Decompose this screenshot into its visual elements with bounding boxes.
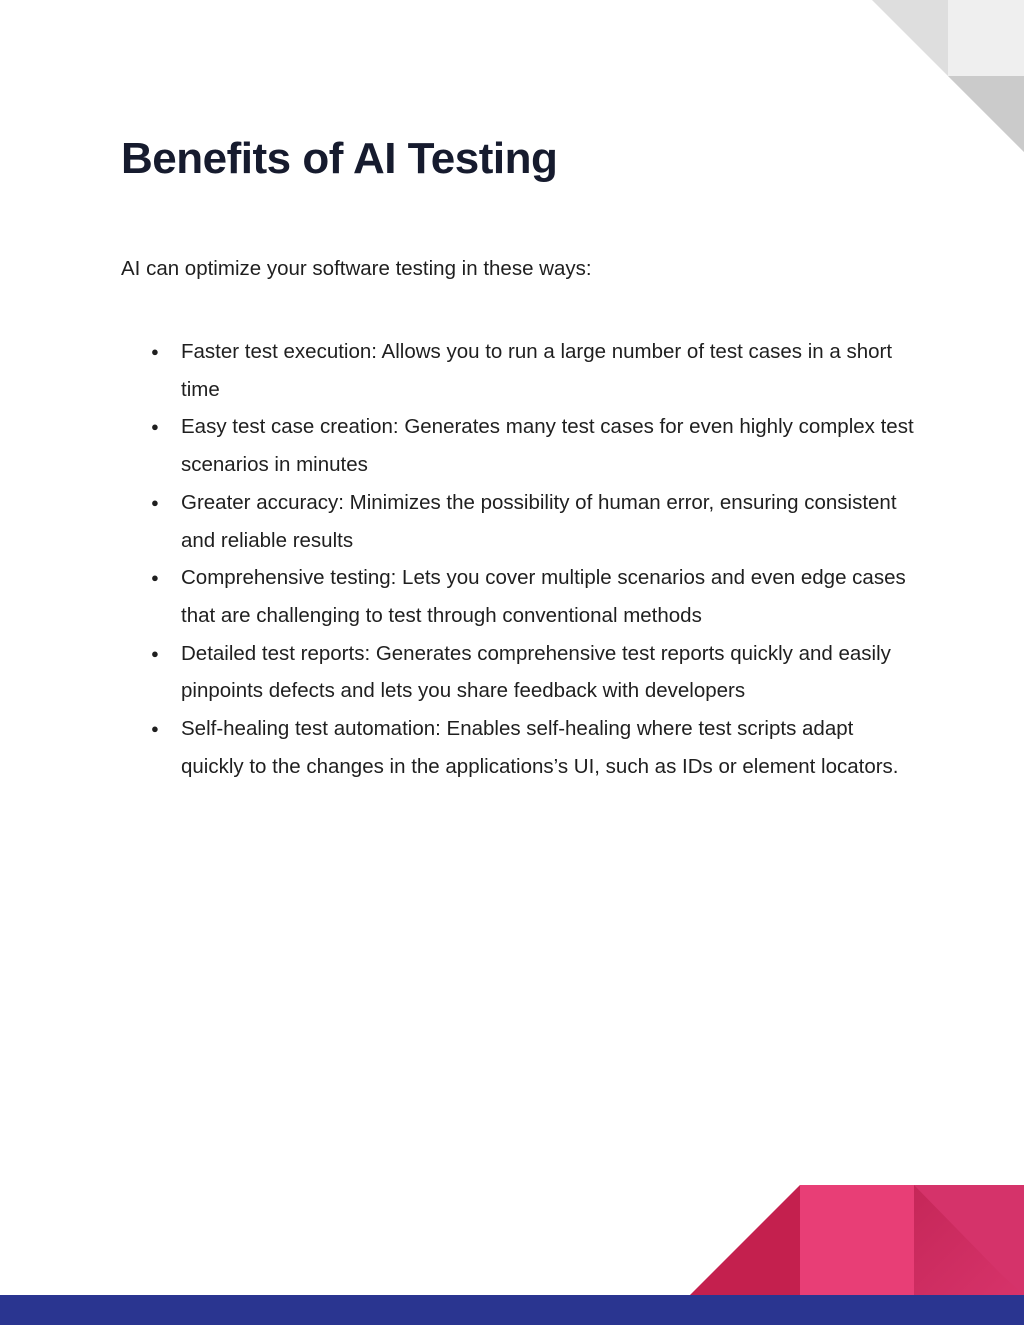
list-item	[151, 710, 921, 785]
bullet-dot-icon: ●	[151, 645, 159, 661]
bullet-dot-icon: ●	[151, 344, 159, 359]
page-title: Benefits of AI Testing	[121, 134, 558, 183]
list-item	[151, 484, 921, 559]
list-item	[151, 559, 921, 634]
benefit-text: Detailed test reports: Generates comprehensive test reports quickly and easily pinpoints defects and lets you share feedback with developers	[181, 641, 891, 703]
bullet-dot-icon: ●	[151, 419, 159, 435]
benefit-text: Easy test case creation: Generates many test cases for even highly complex test scenarios in minutes	[181, 415, 914, 477]
benefit-text: Faster test execution: Allows you to run a large number of test cases in a short time	[181, 340, 893, 401]
benefit-text: Self-healing test automation: Enables self-healing where test scripts adapt quickly to the changes in the applications’s UI, such as IDs or element locators.	[181, 717, 899, 778]
bullet-dot-icon: ●	[151, 570, 159, 586]
list-item	[151, 408, 921, 483]
bullet-dot-icon: ●	[151, 494, 159, 510]
top-corner-decoration	[872, 0, 1024, 152]
intro-text: AI can optimize your software testing in these ways:	[121, 257, 592, 280]
footer-bar	[0, 1295, 1024, 1325]
bottom-corner-decoration	[690, 1185, 1024, 1295]
list-item	[151, 333, 921, 408]
benefits-list	[151, 333, 921, 785]
list-item	[151, 635, 921, 710]
benefit-text: Comprehensive testing: Lets you cover multiple scenarios and even edge cases that are challenging to test through conventional methods	[181, 566, 906, 627]
benefit-text: Greater accuracy: Minimizes the possibility of human error, ensuring consistent and reliable results	[181, 490, 897, 552]
bullet-dot-icon: ●	[151, 721, 159, 737]
